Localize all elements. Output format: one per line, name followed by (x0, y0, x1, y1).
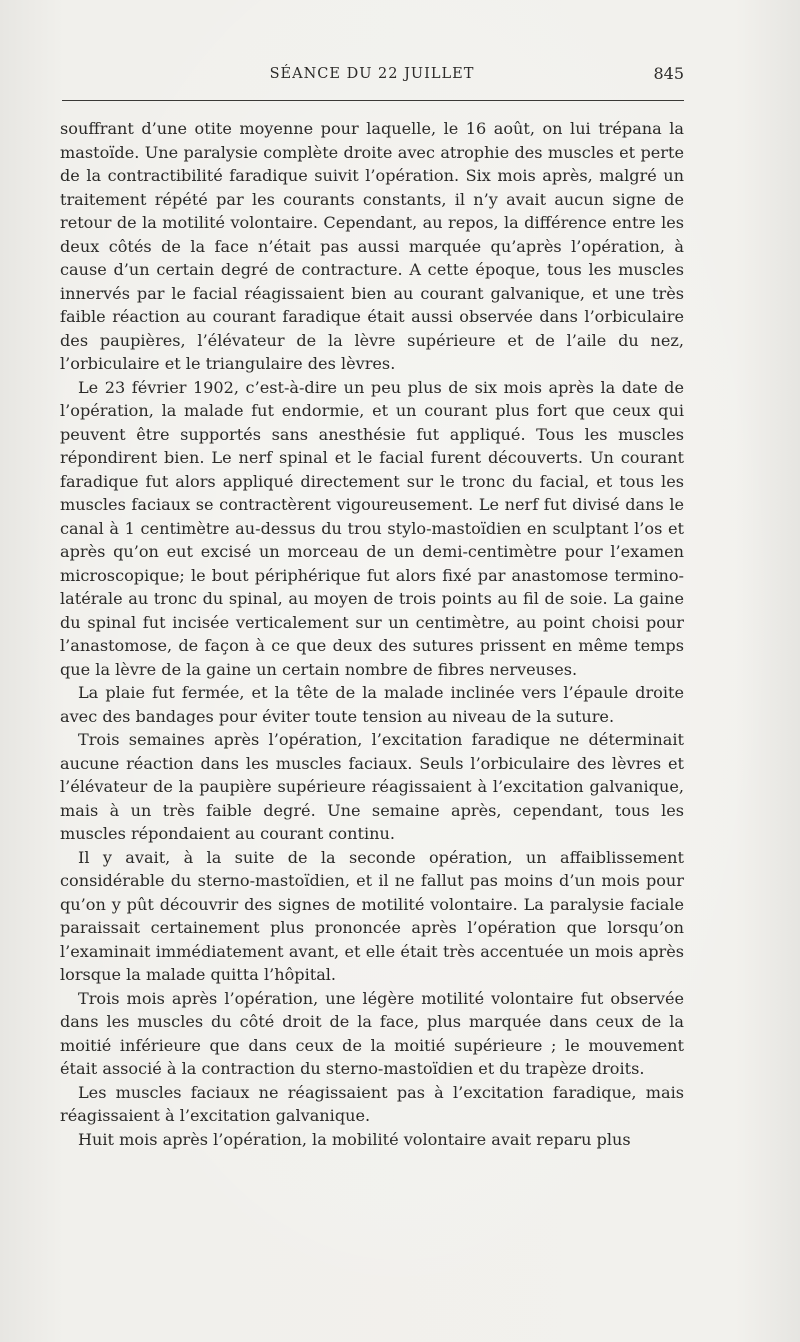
paragraph: Les muscles faciaux ne réagissaient pas à l’excitation faradique, mais réagissaient à l’excitation galvanique. (60, 1082, 684, 1125)
paragraph: Le 23 février 1902, c’est-à-dire un peu plus de six mois après la date de l’opération, la malade fut endormie, et un courant plus fort que ceux qui peuvent être supportés sans anesthésie fut appliqué. Tous les muscles répondirent bien. Le nerf spinal et le facial furent découverts. Un courant faradique fut alors appliqué directement sur le tronc du facial, et tous les muscles faciaux se contractèrent vigoureusement. Le nerf fut divisé dans le canal à 1 centimètre au-dessus du trou stylo-mastoïdien en sculptant l’os et après qu’on eut excisé un morceau de un demi-centimètre pour l’examen microscopique; le bout périphérique fut alors fixé par anastomose termino-latérale au tronc du spinal, au moyen de trois points au fil de soie. La gaine du spinal fut incisée verticalement sur un centimètre, au point choisi pour l’anastomose, de façon à ce que deux des sutures prissent en même temps que la lèvre de la gaine un certain nombre de fibres nerveuses. (60, 377, 684, 679)
body-text (60, 117, 684, 1151)
running-head (60, 64, 684, 88)
paragraph: Huit mois après l’opération, la mobilité volontaire avait reparu plus (78, 1129, 631, 1149)
page-number: 845 (653, 64, 684, 83)
running-title: SÉANCE DU 22 JUILLET (269, 66, 475, 82)
paragraph: souffrant d’une otite moyenne pour laquelle, le 16 août, on lui trépana la mastoïde. Une paralysie complète droite avec atrophie des muscles et perte de la contractibilité faradique suivit l’opération. Six mois après, malgré un traitement répété par les courants constants, il n’y avait aucun signe de retour de la motilité volontaire. Cependant, au repos, la différence entre les deux côtés de la face n’était pas aussi marquée qu’après l’opération, à cause d’un certain degré de contracture. A cette époque, tous les muscles innervés par le facial réagissaient bien au courant galvanique, et une très faible réaction au courant faradique était aussi observée dans l’orbiculaire des paupières, l’élévateur de la lèvre supérieure et de l’aile du nez, l’orbiculaire et le triangulaire des lèvres. (60, 119, 684, 373)
paragraph: Trois mois après l’opération, une légère motilité volontaire fut observée dans les muscles du côté droit de la face, plus marquée dans ceux de la moitié inférieure que dans ceux de la moitié supérieure ; le mouvement était associé à la contraction du sterno-mastoïdien et du trapèze droits. (60, 988, 684, 1078)
paragraph: Il y avait, à la suite de la seconde opération, un affaiblissement considérable du sterno-mastoïdien, et il ne fallut pas moins d’un mois pour qu’on y pût découvrir des signes de motilité volontaire. La paralysie faciale paraissait certainement plus prononcée après l’opération que lorsqu’on l’examinait immédiatement avant, et elle était très accentuée un mois après lorsque la malade quitta l’hôpital. (60, 847, 684, 984)
paragraph: La plaie fut fermée, et la tête de la malade inclinée vers l’épaule droite avec des bandages pour éviter toute tension au niveau de la suture. (60, 683, 684, 726)
header-rule (62, 100, 684, 101)
paragraph: Trois semaines après l’opération, l’excitation faradique ne déterminait aucune réaction dans les muscles faciaux. Seuls l’orbiculaire des lèvres et l’élévateur de la paupière supérieure réagissaient à l’excitation galvanique, mais à un très faible degré. Une semaine après, cependant, tous les muscles répondaient au courant continu. (60, 730, 684, 843)
